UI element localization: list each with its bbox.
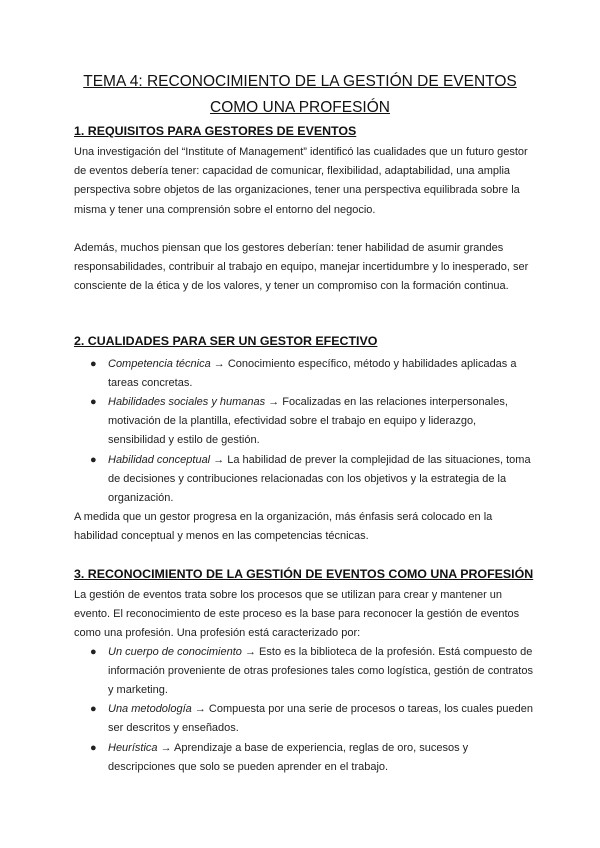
arrow-right-icon: → [265,396,283,408]
section-2-closing-paragraph: A medida que un gestor progresa en la organización, más énfasis será colocado en la habilidad conceptual y menos en las competencias técnicas. [74,511,493,543]
list-item-term: Competencia técnica [108,358,211,370]
list-item [108,700,533,738]
list-item-term: Un cuerpo de conocimiento [108,646,242,658]
document-title-line-2: COMO UNA PROFESIÓN [210,99,390,116]
bullet-icon: ● [90,742,97,754]
arrow-right-icon: → [241,646,260,658]
section-3-intro: La gestión de eventos trata sobre los procesos que se utilizan para crear y mantener un evento. El reconocimiento de este proceso es la base para reconocer la gestión de eventos como una profesión. Una profesión está caracterizado por: [74,589,520,640]
bullet-icon: ● [90,454,97,466]
arrow-right-icon: → [210,358,228,370]
list-item-text: Focalizadas en las relaciones interpersonales, motivación de la plantilla, efectividad sobre el trabajo en equipo y liderazgo, sensibilidad y estilo de gestión. [108,396,508,447]
section-1-paragraph-2: Además, muchos piensan que los gestores deberían: tener habilidad de asumir grandes responsabilidades, contribuir al trabajo en equipo, manejar incertidumbre y lo inesperado, ser consciente de la ética y de los valores, y tener un compromiso con la formación continua. [74,242,529,293]
list-item-term: Habilidad conceptual [108,454,211,466]
list-item [108,739,533,777]
document-title-line-1: TEMA 4: RECONOCIMIENTO DE LA GESTIÓN DE EVENTOS [83,73,517,90]
arrow-right-icon: → [191,703,209,715]
bullet-icon: ● [90,646,97,658]
bullet-icon: ● [90,703,97,715]
list-item [108,451,533,509]
list-item [108,393,533,451]
arrow-right-icon: → [210,454,228,466]
list-item-text: Conocimiento específico, método y habilidades aplicadas a tareas concretas. [108,358,517,390]
list-item-text: La habilidad de prever la complejidad de las situaciones, toma de decisiones y contribuciones relacionadas con los objetivos y la estrategia de la organización. [108,454,531,505]
arrow-right-icon: → [157,742,175,754]
list-item-text: Compuesta por una serie de procesos o tareas, los cuales pueden ser descritos y enseñados. [108,703,533,735]
section-1-paragraph-1: Una investigación del “Institute of Management” identificó las cualidades que un futuro gestor de eventos debería tener: capacidad de comunicar, flexibilidad, adaptabilidad, una amplia perspectiva sobre objetos de las organizaciones, tener una perspectiva equilibrada sobre la misma y tener una comprensión sobre el entorno del negocio. [74,146,528,216]
section-2-heading: 2. CUALIDADES PARA SER UN GESTOR EFECTIVO [74,334,378,348]
list-item-term: Habilidades sociales y humanas [108,396,266,408]
section-1-heading: 1. REQUISITOS PARA GESTORES DE EVENTOS [74,124,357,138]
bullet-icon: ● [90,358,97,370]
list-item-text: Aprendizaje a base de experiencia, reglas de oro, sucesos y descripciones que solo se pueden aprender en el trabajo. [108,742,469,774]
section-3-heading: 3. RECONOCIMIENTO DE LA GESTIÓN DE EVENTOS COMO UNA PROFESIÓN [74,567,534,581]
list-item-text: Esto es la biblioteca de la profesión. Está compuesto de información proveniente de otras profesiones tales como logística, gestión de contratos y marketing. [108,646,533,697]
list-item [108,355,533,393]
list-item [108,643,533,701]
list-item-term: Una metodología [108,703,192,715]
bullet-icon: ● [90,396,97,408]
list-item-term: Heurística [108,742,158,754]
